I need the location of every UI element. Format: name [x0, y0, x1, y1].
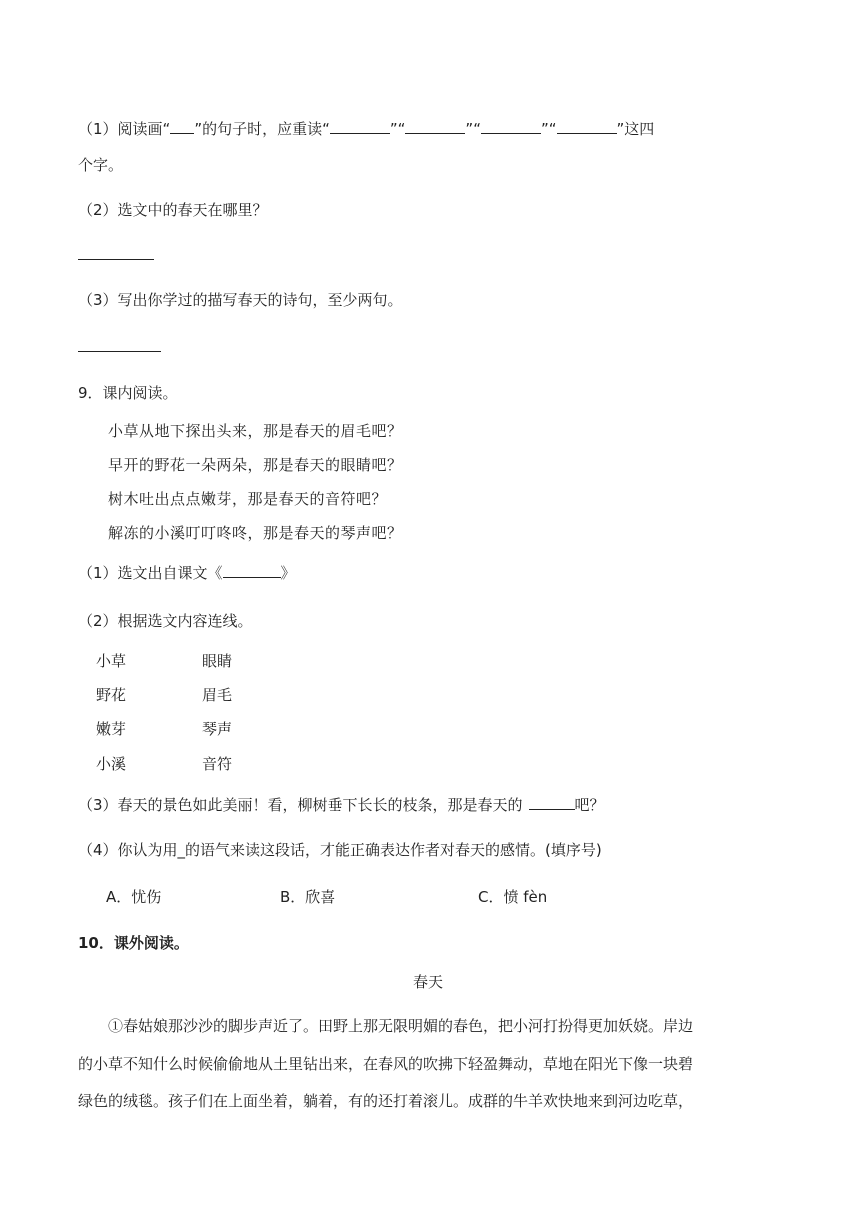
q10-title: 10．课外阅读。 [78, 934, 189, 952]
match-right-item[interactable]: 眉毛 [202, 686, 233, 704]
match-left-item[interactable]: 小溪 [96, 755, 127, 773]
article-paragraph-line: ①春姑娘那沙沙的脚步声近了。田野上那无限明媚的春色，把小河打扮得更加妖娆。岸边 [108, 1017, 694, 1035]
answer-blank[interactable] [557, 119, 617, 134]
q9-sub3-line [78, 795, 605, 815]
match-right-item[interactable]: 琴声 [202, 720, 233, 738]
article-paragraph-line: 绿色的绒毯。孩子们在上面坐着，躺着，有的还打着滚儿。成群的牛羊欢快地来到河边吃草， [78, 1092, 694, 1110]
q9-sub1-text-b: 》 [280, 564, 296, 582]
poem-line: 树木吐出点点嫩芽，那是春天的音符吧？ [108, 490, 388, 508]
article-paragraph-line: 的小草不知什么时候偷偷地从土里钻出来，在春风的吹拂下轻盈舞动，草地在阳光下像一块碧 [78, 1055, 694, 1073]
q8-sub1-text-b: ”的句子时，应重读“ [194, 120, 330, 138]
q8-sub3-question: （3）写出你学过的描写春天的诗句，至少两句。 [78, 291, 403, 309]
poem-line: 解冻的小溪叮叮咚咚，那是春天的琴声吧？ [108, 524, 403, 542]
q9-sub1-line [78, 563, 296, 583]
answer-blank[interactable] [170, 119, 194, 134]
q8-sub1-text-a: （1）阅读画“ [78, 120, 171, 138]
answer-blank[interactable] [330, 119, 390, 134]
poem-line: 早开的野花一朵两朵，那是春天的眼睛吧？ [108, 456, 403, 474]
answer-blank[interactable] [481, 119, 541, 134]
q8-sub1-text-end: ”这四 [616, 120, 655, 138]
q8-sub2-question: （2）选文中的春天在哪里？ [78, 201, 268, 219]
option-b[interactable]: B．欣喜 [280, 888, 336, 906]
q9-sub2-question: （2）根据选文内容连线。 [78, 612, 253, 630]
q9-sub4-question: （4）你认为用_的语气来读这段话，才能正确表达作者对春天的感情。(填序号) [78, 841, 602, 859]
match-left-item[interactable]: 小草 [96, 652, 127, 670]
article-heading: 春天 [413, 973, 444, 991]
match-left-item[interactable]: 嫩芽 [96, 720, 127, 738]
quote-sep: ”“ [465, 120, 481, 138]
answer-blank[interactable] [529, 795, 575, 810]
answer-line[interactable] [78, 351, 161, 352]
answer-line[interactable] [78, 259, 154, 260]
match-right-item[interactable]: 音符 [202, 755, 233, 773]
answer-blank[interactable] [405, 119, 465, 134]
match-right-item[interactable]: 眼睛 [202, 652, 233, 670]
q9-title: 9．课内阅读。 [78, 384, 178, 402]
q9-sub1-text-a: （1）选文出自课文《 [78, 564, 223, 582]
quote-sep: ”“ [540, 120, 557, 138]
option-a[interactable]: A．忧伤 [106, 888, 162, 906]
q9-sub3-text-b: 吧？ [574, 796, 605, 814]
match-left-item[interactable]: 野花 [96, 686, 127, 704]
answer-blank[interactable] [223, 563, 281, 578]
poem-line: 小草从地下探出头来，那是春天的眉毛吧？ [108, 422, 403, 440]
option-c[interactable]: C．愤 fèn [478, 888, 548, 906]
q8-sub1-continuation: 个字。 [78, 156, 124, 174]
q9-sub3-text-a: （3）春天的景色如此美丽！看，柳树垂下长长的枝条，那是春天的 [78, 796, 523, 814]
quote-sep: ”“ [389, 120, 406, 138]
q8-sub1-line [78, 119, 654, 139]
